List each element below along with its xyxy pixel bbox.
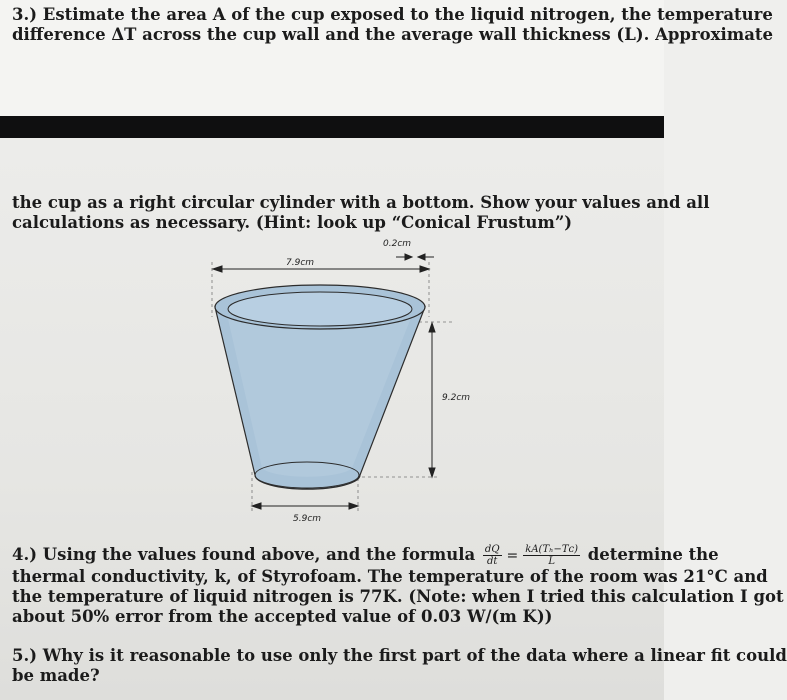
top-diameter-label: 7.9cm: [286, 258, 315, 268]
cup-shape: [215, 285, 425, 489]
formula-lhs-numerator: dQ: [484, 544, 500, 555]
question-5-line-1: 5.) Why is it reasonable to use only the first part of the data where a linear fit could: [12, 646, 787, 665]
question-4-tail: determine the: [587, 545, 719, 564]
question-3-line-3: the cup as a right circular cylinder with a bottom. Show your values and all: [12, 193, 710, 212]
formula-equals: =: [506, 548, 519, 564]
question-4: [12, 544, 784, 627]
height-label: 9.2cm: [442, 393, 471, 403]
question-4-line-2: thermal conductivity, k, of Styrofoam. The temperature of the room was 21°C and: [12, 567, 768, 586]
formula-lhs: [483, 544, 502, 567]
question-5: [12, 646, 787, 686]
question-3-continued: [12, 193, 709, 233]
question-3-line-2: difference ΔT across the cup wall and the average wall thickness (L). Approximate: [12, 25, 774, 44]
question-5-line-2: be made?: [12, 666, 100, 685]
formula-lhs-denominator: dt: [487, 556, 498, 567]
question-4-line-4: about 50% error from the accepted value of 0.03 W/(m K)): [12, 607, 553, 626]
formula-rhs-denominator: L: [548, 556, 555, 567]
wall-thickness-label: 0.2cm: [383, 239, 412, 249]
bottom-diameter-label: 5.9cm: [293, 514, 322, 524]
question-3-line-4: calculations as necessary. (Hint: look up “Conical Frustum”): [12, 213, 573, 232]
page-gap-band: [0, 116, 664, 138]
formula-rhs: [523, 544, 580, 567]
cup-diagram: [0, 232, 664, 532]
question-4-line-3: the temperature of liquid nitrogen is 77K. (Note: when I tried this calculation I got: [12, 587, 784, 606]
formula-rhs-numerator: kA(Tₕ−Tᴄ): [525, 544, 578, 555]
question-4-lead: 4.) Using the values found above, and the formula: [12, 545, 476, 564]
question-3-intro: [12, 5, 773, 45]
question-3-line-1: 3.) Estimate the area A of the cup exposed to the liquid nitrogen, the temperature: [12, 5, 773, 24]
question-4-line-1: [12, 544, 784, 567]
